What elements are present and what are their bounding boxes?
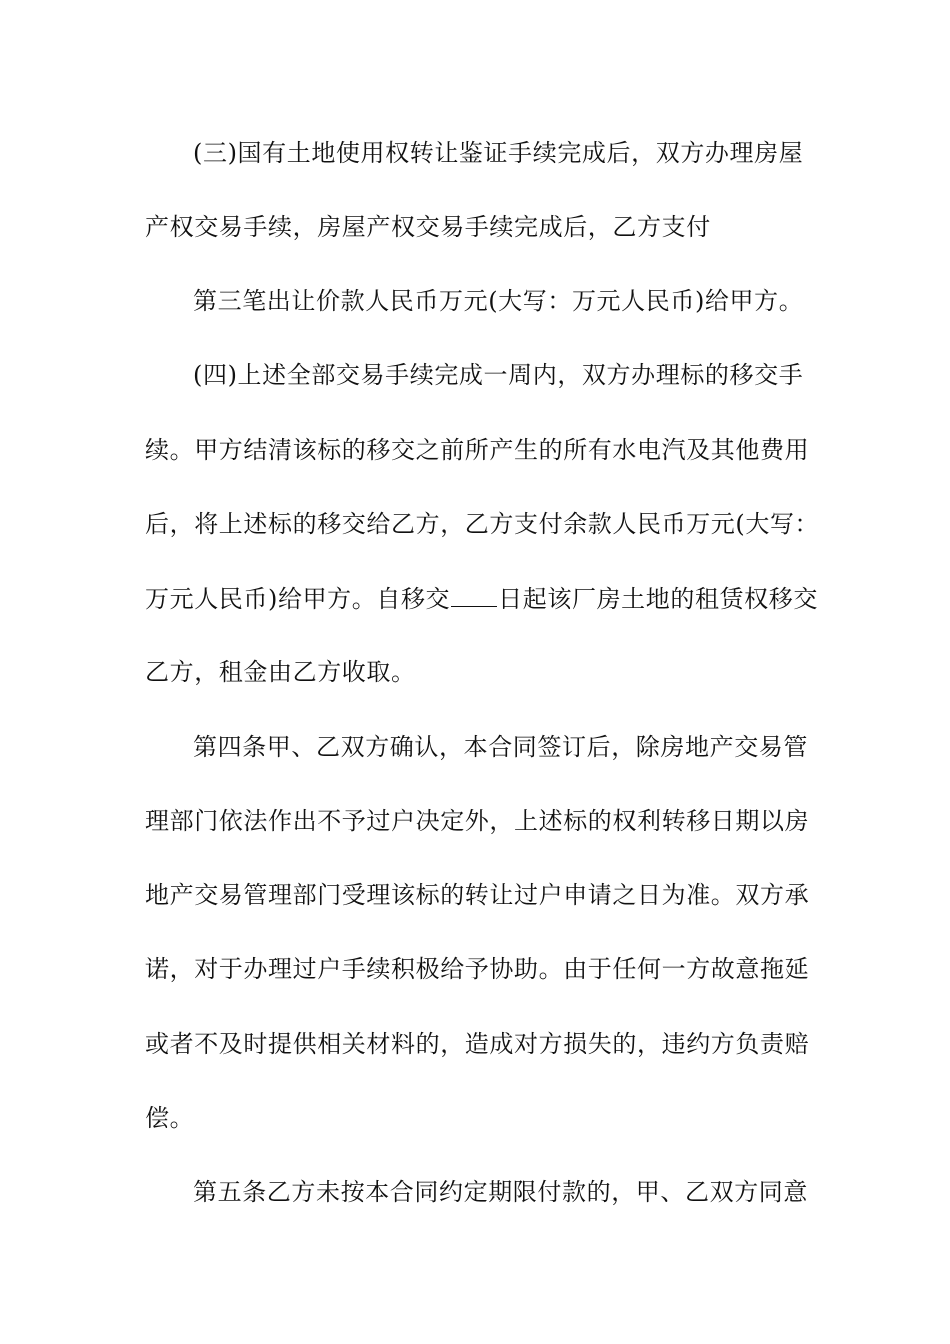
- paragraph-line-5: 续。甲方结清该标的移交之前所产生的所有水电汽及其他费用: [145, 436, 810, 464]
- paragraph-line-4: (四)上述全部交易手续完成一周内，双方办理标的移交手: [193, 361, 804, 389]
- paragraph-line-9: 第四条甲、乙双方确认，本合同签订后，除房地产交易管: [193, 733, 808, 761]
- fill-in-blank: [451, 582, 497, 607]
- paragraph-line-8: 乙方，租金由乙方收取。: [145, 658, 416, 686]
- line-7-text-after-blank: 日起该厂房土地的租赁权移交: [498, 585, 818, 613]
- paragraph-line-10: 理部门依法作出不予过户决定外，上述标的权利转移日期以房: [145, 807, 810, 835]
- paragraph-line-3: 第三笔出让价款人民币万元(大写：万元人民币)给甲方。: [193, 287, 804, 315]
- paragraph-line-12: 诺，对于办理过户手续积极给予协助。由于任何一方故意拖延: [145, 955, 810, 983]
- paragraph-line-2: 产权交易手续，房屋产权交易手续完成后，乙方支付: [145, 213, 711, 241]
- paragraph-line-1: (三)国有土地使用权转让鉴证手续完成后，双方办理房屋: [193, 139, 804, 167]
- paragraph-line-6: 后，将上述标的移交给乙方，乙方支付余款人民币万元(大写：: [145, 510, 820, 538]
- paragraph-line-14: 偿。: [145, 1104, 195, 1132]
- paragraph-line-7: [145, 582, 818, 615]
- paragraph-line-11: 地产交易管理部门受理该标的转让过户申请之日为准。双方承: [145, 881, 810, 909]
- paragraph-line-15: 第五条乙方未按本合同约定期限付款的，甲、乙双方同意: [193, 1178, 808, 1206]
- paragraph-line-13: 或者不及时提供相关材料的，造成对方损失的，违约方负责赔: [145, 1030, 810, 1058]
- line-7-text-before-blank: 万元人民币)给甲方。自移交: [145, 585, 451, 613]
